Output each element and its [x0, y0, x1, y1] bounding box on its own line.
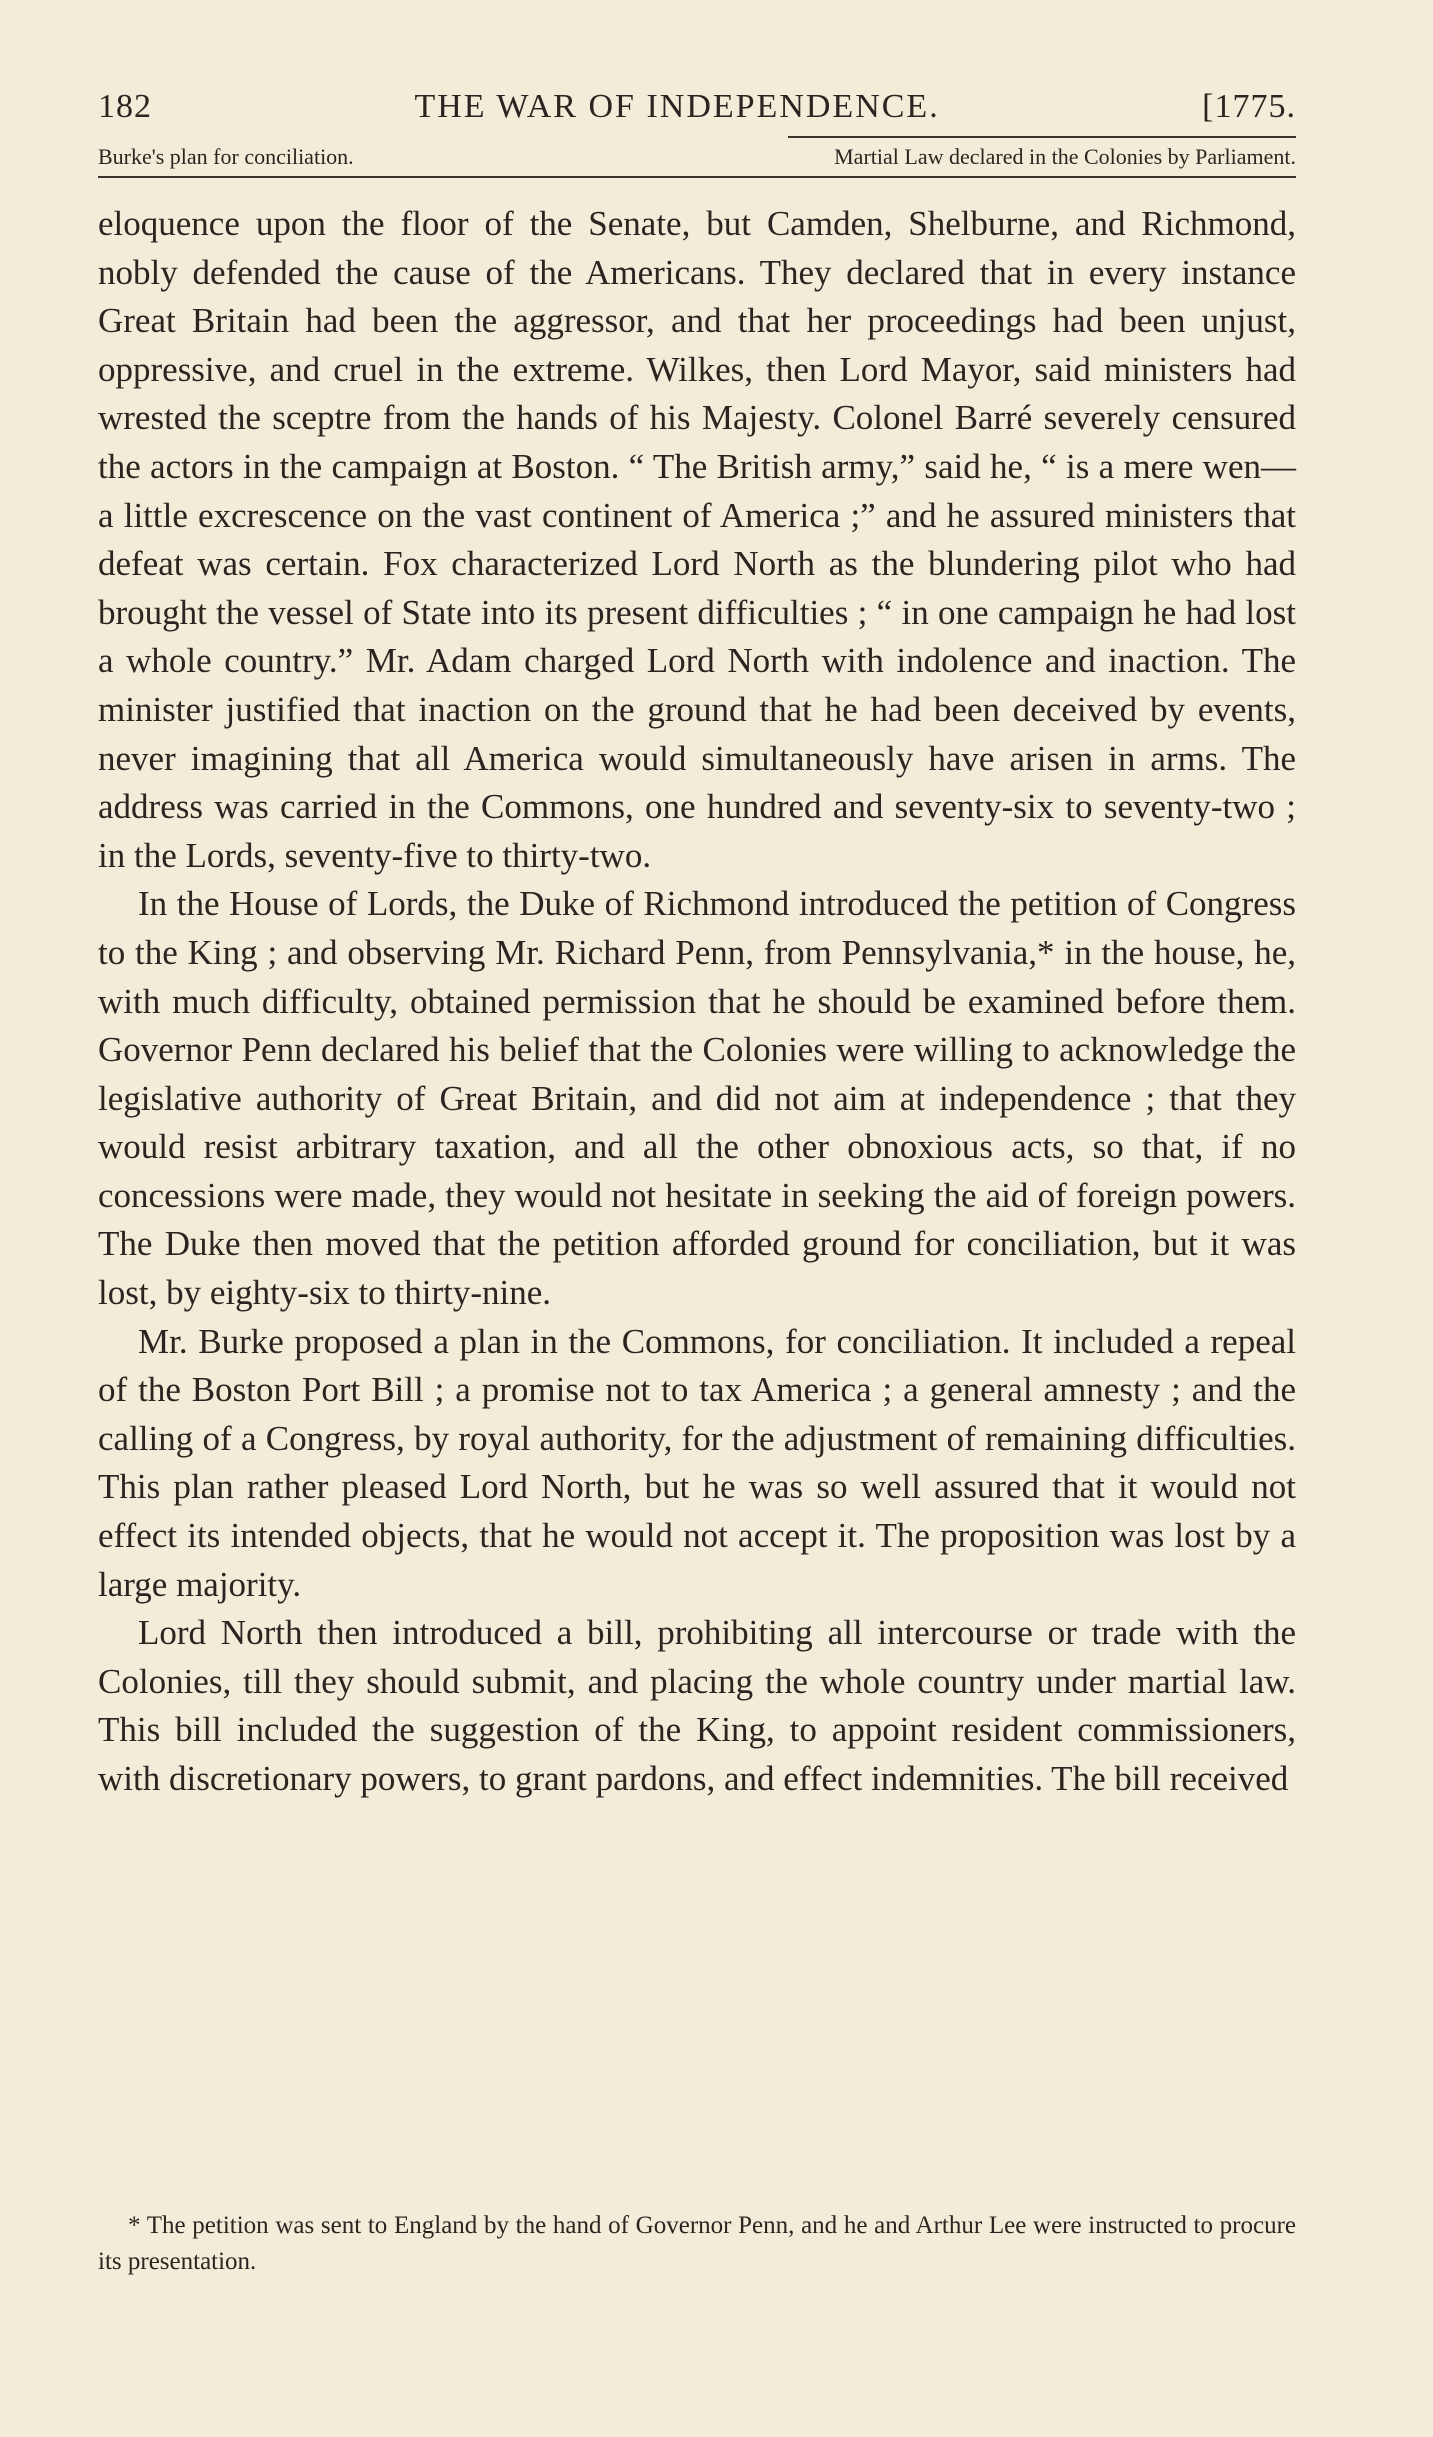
topic-rule	[98, 176, 1296, 178]
book-page	[98, 88, 1296, 2275]
right-topic: Martial Law declared in the Colonies by Parliament.	[834, 144, 1296, 169]
paragraph: Mr. Burke proposed a plan in the Commons, for conciliation. It included a repeal of the Boston Port Bill ; a promise not to tax America ; a general amnesty ; and the calling of a Congress, by royal authority, for the adjustment of remaining difficulties. This plan rather pleased Lord North, but he was so well assured that it would not effect its intended objects, that he would not accept it. The proposition was lost by a large majority.	[98, 1321, 1296, 1604]
running-header	[98, 88, 1296, 132]
footnote-text: * The petition was sent to England by the hand of Governor Penn, and he and Arthur Lee were instructed to procure its presentation.	[98, 2212, 1296, 2275]
paragraph: eloquence upon the floor of the Senate, but Camden, Shelburne, and Richmond, nobly defended the cause of the Americans. They declared that in every instance Great Britain had been the aggressor, and that her proceedings had been unjust, oppressive, and cruel in the extreme. Wilkes, then Lord Mayor, said ministers had wrested the sceptre from the hands of his Majesty. Colonel Barré severely censured the actors in the campaign at Boston. “ The British army,” said he, “ is a mere wen—a little excrescence on the vast continent of America ;” and he assured ministers that defeat was certain. Fox characterized Lord North as the blundering pilot who had brought the vessel of State into its present difficulties ; “ in one campaign he had lost a whole country.” Mr. Adam charged Lord North with indolence and inaction. The minister justified that inaction on the ground that he had been deceived by events, never imagining that all America would simultaneously have arisen in arms. The address was carried in the Commons, one hundred and seventy-six to seventy-two ; in the Lords, seventy-five to thirty-two.	[98, 204, 1296, 875]
paragraph: Lord North then introduced a bill, prohibiting all intercourse or trade with the Colonies, till they should submit, and placing the whole country under martial law. This bill included the suggestion of the King, to appoint resident commissioners, with discretionary powers, to grant pardons, and effect indemnities. The bill received	[98, 1613, 1296, 1798]
topic-header	[98, 144, 1296, 174]
running-title: THE WAR OF INDEPENDENCE.	[414, 88, 940, 125]
paragraph: In the House of Lords, the Duke of Richmond introduced the petition of Congress to the King ; and observing Mr. Richard Penn, from Pennsylvania,* in the house, he, with much difficulty, obtained permission that he should be examined before them. Governor Penn declared his belief that the Colonies were willing to acknowledge the legislative authority of Great Britain, and did not aim at independence ; that they would resist arbitrary taxation, and all the other obnoxious acts, so that, if no concessions were made, they would not hesitate in seeking the aid of foreign powers. The Duke then moved that the petition afforded ground for conciliation, but it was lost, by eighty-six to thirty-nine.	[98, 884, 1296, 1313]
body-text	[98, 200, 1296, 1804]
left-topic: Burke's plan for conciliation.	[98, 144, 354, 169]
page-number: 182	[98, 88, 152, 125]
year-marker: [1775.	[1202, 88, 1296, 125]
header-rule	[788, 136, 1296, 138]
footnote	[98, 2208, 1296, 2280]
